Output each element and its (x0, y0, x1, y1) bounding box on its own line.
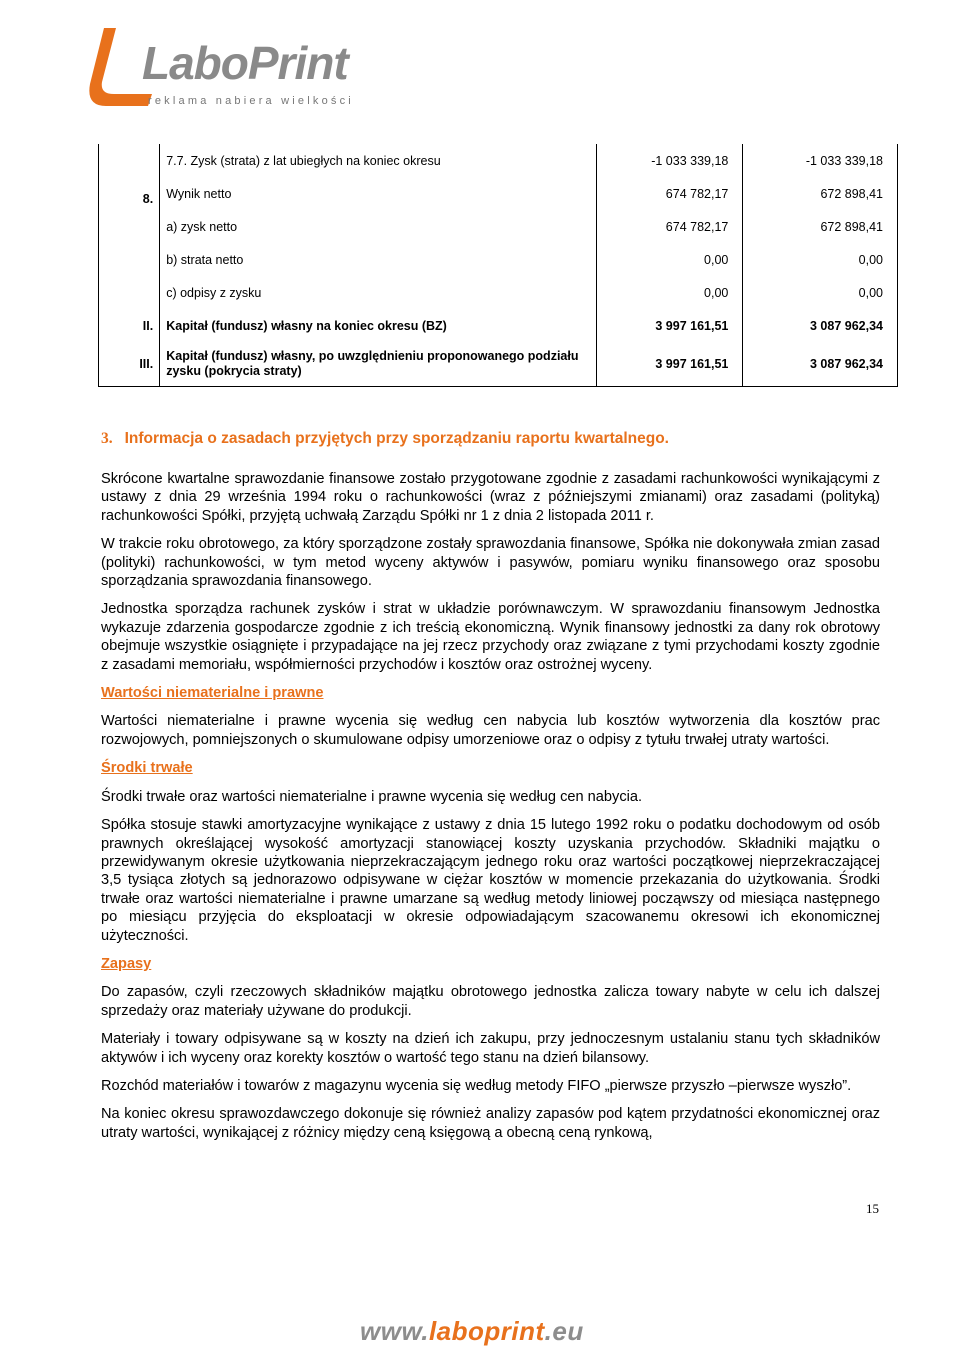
row-value-current: 674 782,17 (597, 177, 743, 210)
row-index (99, 210, 160, 243)
row-value-previous: 672 898,41 (743, 210, 898, 243)
section-heading (101, 430, 669, 448)
paragraph: Materiały i towary odpisywane są w koszty na dzień ich zakupu, przy jednoczesnym ustalaniu stanu tych składników aktywów i ich wyceny oraz korekty kosztów o wartość tego stanu na dzień bilansowy. (101, 1031, 880, 1066)
row-value-current: 3 997 161,51 (597, 309, 743, 342)
paragraph: Skrócone kwartalne sprawozdanie finansowe zostało przygotowane zgodnie z zasadami rachunkowości wynikającymi z ustawy z dnia 29 września 1994 roku o rachunkowości (wraz z późniejszymi zmianami) oraz zasadami (polityką) rachunkowości Spółki, przyjętą uchwałą Zarządu Spółki nr 1 z dnia 2 listopada 2011 r. (101, 471, 880, 524)
table-row (99, 177, 898, 210)
subheading-intangibles: Wartości niematerialne i prawne (101, 685, 324, 702)
row-value-current: 0,00 (597, 276, 743, 309)
paragraph: Spółka stosuje stawki amortyzacyjne wynikające z ustawy z dnia 15 lutego 1992 roku o podatku dochodowym od osób prawnych określającej wysokość amortyzacji stanowiącej koszty uzyskania przychodów. Składniki majątku o przewidywanym okresie użytkowania nieprzekraczającym jednego roku oraz wartości początkowej nieprzekraczającej 3,5 tysiąca złotych są jednorazowo odpisywane w ciężar kosztów w momencie przekazania do użytkowania. Środki trwałe oraz wartości niematerialne i prawne umarzane są według metody liniowej począwszy od miesiąca następnego po miesiącu przyjęcia do eksploatacji w okresie odpowiadającym szacowanemu okresowi ich ekonomicznej użyteczności. (101, 817, 880, 944)
table-row (99, 342, 898, 386)
row-value-previous: 0,00 (743, 243, 898, 276)
paragraph: Do zapasów, czyli rzeczowych składników majątku obrotowego jednostka zalicza towary nabyte w celu ich dalszej sprzedaży oraz materiały używane do produkcji. (101, 984, 880, 1019)
row-label: b) strata netto (160, 243, 597, 276)
url-name: laboprint (428, 1316, 545, 1346)
table-row (99, 276, 898, 309)
paragraph: Wartości niematerialne i prawne wycenia się według cen nabycia lub kosztów wytworzenia dla kosztów prac rozwojowych, pomniejszonych o skumulowane odpisy umorzeniowe oraz o odpisy z tytułu trwałej utraty wartości. (101, 713, 880, 748)
paragraph: Jednostka sporządza rachunek zysków i strat w układzie porównawczym. W sprawozdaniu finansowym Jednostka wykazuje zdarzenia gospodarcze zgodnie z ich treścią ekonomiczną. Wynik finansowy jednostki za dany rok obrotowy obejmuje wszystkie osiągnięte i przypadające na jej rzecz przychody oraz związane z tymi przychodami koszty zgodnie z zasadami memoriału, współmierności przychodów i kosztów oraz ostrożnej wyceny. (101, 601, 880, 673)
company-logo (82, 22, 382, 112)
row-value-previous: 672 898,41 (743, 177, 898, 210)
row-index: 8. (99, 177, 160, 210)
table-row (99, 309, 898, 342)
row-index: II. (99, 309, 160, 342)
page-number: 15 (866, 1201, 879, 1216)
row-value-previous: 0,00 (743, 276, 898, 309)
row-label: a) zysk netto (160, 210, 597, 243)
table-row (99, 210, 898, 243)
row-label: c) odpisy z zysku (160, 276, 597, 309)
table-row (99, 243, 898, 276)
paragraph: Środki trwałe oraz wartości niematerialne i prawne wycenia się według cen nabycia. (101, 788, 643, 805)
row-value-current: 3 997 161,51 (597, 342, 743, 386)
row-value-current: 674 782,17 (597, 210, 743, 243)
table-row (99, 144, 898, 177)
document-body (101, 470, 880, 1152)
row-index: III. (99, 342, 160, 386)
logo-tagline: reklama nabiera wielkości (148, 95, 354, 107)
row-value-previous: 3 087 962,34 (743, 309, 898, 342)
row-value-current: 0,00 (597, 243, 743, 276)
subheading-inventory: Zapasy (101, 955, 152, 972)
financial-table (98, 144, 898, 387)
row-value-previous: 3 087 962,34 (743, 342, 898, 386)
footer-url (360, 1316, 584, 1347)
row-label: Kapitał (fundusz) własny, po uwzględnieniu proponowanego podziału zysku (pokrycia straty) (160, 342, 597, 386)
row-label: Wynik netto (160, 177, 597, 210)
section-number: 3. (101, 430, 113, 447)
row-index (99, 144, 160, 177)
row-index (99, 276, 160, 309)
paragraph: Rozchód materiałów i towarów z magazynu wycenia się według metody FIFO „pierwsze przyszło –pierwsze wyszło”. (101, 1077, 852, 1094)
logo-wordmark: LaboPrint (142, 37, 348, 89)
paragraph: W trakcie roku obrotowego, za który sporządzone zostały sprawozdania finansowe, Spółka nie dokonywała zmian zasad (polityki) rachunkowości, w tym metod wyceny aktywów i pasywów, pomiaru wyniku finansowego oraz sposobu sporządzania sprawozdania finansowego. (101, 536, 880, 590)
row-index (99, 243, 160, 276)
row-label: 7.7. Zysk (strata) z lat ubiegłych na koniec okresu (160, 144, 597, 177)
url-www: www. (360, 1316, 429, 1346)
row-label: Kapitał (fundusz) własny na koniec okresu (BZ) (160, 309, 597, 342)
url-ext: .eu (544, 1316, 584, 1346)
row-value-previous: -1 033 339,18 (743, 144, 898, 177)
paragraph: Na koniec okresu sprawozdawczego dokonuje się również analizy zapasów pod kątem przydatności ekonomicznej oraz utraty wartości, wynikającej z różnicy między ceną księgową a obecną ceną rynkową, (101, 1106, 880, 1141)
section-title: Informacja o zasadach przyjętych przy sporządzaniu raportu kwartalnego. (124, 430, 669, 447)
row-value-current: -1 033 339,18 (597, 144, 743, 177)
subheading-fixed-assets: Środki trwałe (101, 760, 193, 777)
